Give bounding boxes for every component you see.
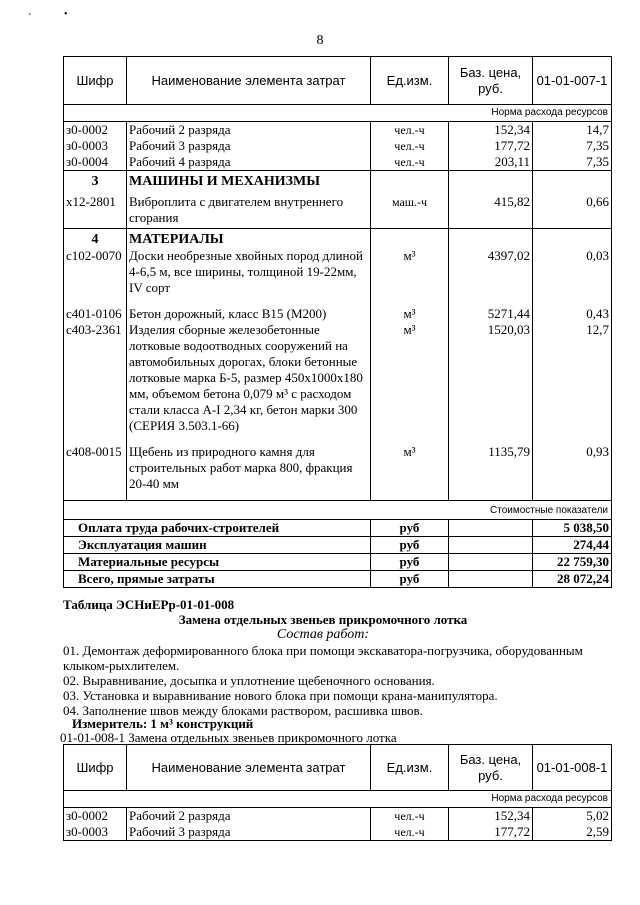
table-row: з0-0002 Рабочий 2 разряда чел.-ч 152,34 5,02 bbox=[64, 808, 612, 825]
norm-code-header: 01-01-007-1 bbox=[533, 57, 612, 105]
norma-label: Норма расхода ресурсов bbox=[64, 105, 612, 122]
works-title: Состав работ: bbox=[276, 627, 370, 642]
col-code-header: Шифр bbox=[64, 745, 127, 791]
work-item-1a: 01. Демонтаж деформированного блока при помощи экскаватора-погрузчика, оборудованным bbox=[63, 643, 583, 658]
col-price-header: Баз. цена, руб. bbox=[449, 57, 533, 105]
table-subtitle: Замена отдельных звеньев прикромочного лотка bbox=[178, 612, 468, 627]
work-item-2: 02. Выравнивание, досыпка и уплотнение щебеночного основания. bbox=[63, 673, 435, 688]
summary-row: Материальные ресурсы руб 22 759,30 bbox=[64, 554, 612, 571]
table-row: з0-0004 Рабочий 4 разряда чел.-ч 203,11 7,35 bbox=[64, 154, 612, 171]
table-row: с102-0070 Доски необрезные хвойных пород длиной 4-6,5 м, все ширины, толщиной 19-22мм, IV сорт м³ 4397,02 0,03 bbox=[64, 248, 612, 306]
work-item-4: 04. Заполнение швов между блоками раствором, расшивка швов. bbox=[63, 703, 423, 718]
col-code-header: Шифр bbox=[64, 57, 127, 105]
section-header-materials: 4 МАТЕРИАЛЫ bbox=[64, 229, 612, 249]
section-header-machines: 3 МАШИНЫ И МЕХАНИЗМЫ bbox=[64, 171, 612, 191]
meter-label: Измеритель: 1 м³ конструкций bbox=[72, 716, 254, 731]
col-name-header: Наименование элемента затрат bbox=[127, 745, 371, 791]
work-item-1b: клыком-рыхлителем. bbox=[63, 658, 180, 673]
page-number: 8 bbox=[316, 33, 324, 48]
table-row: з0-0002 Рабочий 2 разряда чел.-ч 152,34 14,7 bbox=[64, 122, 612, 139]
work-item-3: 03. Установка и выравнивание нового блока при помощи крана-манипулятора. bbox=[63, 688, 498, 703]
col-unit-header: Ед.изм. bbox=[371, 745, 449, 791]
col-unit-header: Ед.изм. bbox=[371, 57, 449, 105]
cost-indicators-label: Стоимостные показатели bbox=[64, 501, 612, 520]
table-row: з0-0003 Рабочий 3 разряда чел.-ч 177,72 2,59 bbox=[64, 824, 612, 841]
norm-code-header: 01-01-008-1 bbox=[533, 745, 612, 791]
table-row: с408-0015 Щебень из природного камня для строительных работ марка 800, фракция 20-40 мм м³ 1135,79 0,93 bbox=[64, 444, 612, 501]
summary-row: Всего, прямые затраты руб 28 072,24 bbox=[64, 571, 612, 588]
col-name-header: Наименование элемента затрат bbox=[127, 57, 371, 105]
table-row: с401-0106 Бетон дорожный, класс B15 (M200) м³ 5271,44 0,43 bbox=[64, 306, 612, 322]
table-row: х12-2801 Виброплита с двигателем внутреннего сгорания маш.-ч 415,82 0,66 bbox=[64, 190, 612, 229]
summary-row: Эксплуатация машин руб 274,44 bbox=[64, 537, 612, 554]
summary-row: Оплата труда рабочих-строителей руб 5 038,50 bbox=[64, 520, 612, 537]
table-row: з0-0003 Рабочий 3 разряда чел.-ч 177,72 7,35 bbox=[64, 138, 612, 154]
resource-table-1 bbox=[63, 56, 612, 588]
table-row: с403-2361 Изделия сборные железобетонные лотковые водоотводных сооружений на автомобильных дорогах, блоки бетонные лотковые марка Б-5, размер 450x1000x180 мм, объемом бетона 0,079 м³ с расходом стали класса A-I 2,34 кг, бетон марки 300 (СЕРИЯ 3.503.1-66) м³ 1520,03 12,7 bbox=[64, 322, 612, 444]
resource-table-2 bbox=[63, 744, 612, 841]
table-title: Таблица ЭСНиЕРр-01-01-008 bbox=[63, 597, 235, 612]
norma-label: Норма расхода ресурсов bbox=[64, 791, 612, 808]
item-label: 01-01-008-1 Замена отдельных звеньев прикромочного лотка bbox=[60, 730, 397, 745]
col-price-header: Баз. цена, руб. bbox=[449, 745, 533, 791]
